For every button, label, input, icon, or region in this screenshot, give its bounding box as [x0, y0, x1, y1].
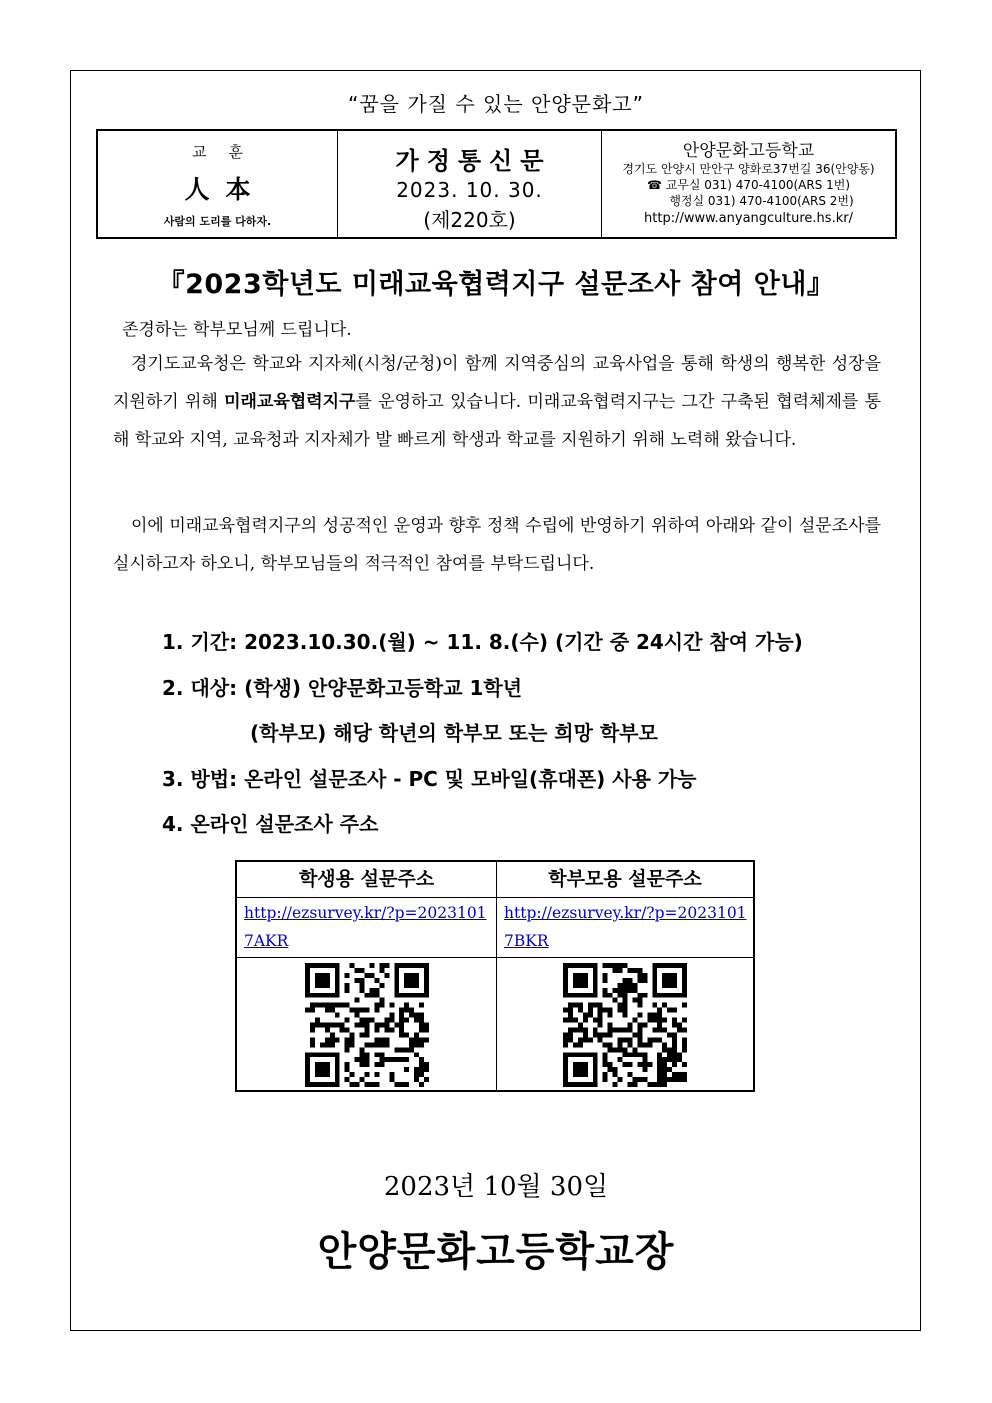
- item-method: 3. 방법: 온라인 설문조사 - PC 및 모바일(휴대폰) 사용 가능: [162, 766, 697, 791]
- motto-sub: 사람의 도리를 다하자.: [163, 215, 272, 228]
- principal-signature: 안양문화고등학교장: [317, 1229, 675, 1275]
- parent-header: 학부모용 설문주소: [548, 868, 702, 890]
- newsletter-title: 가정통신문: [395, 147, 552, 175]
- para1-bold: 미래교육협력지구: [224, 392, 356, 412]
- school-name: 안양문화고등학교: [682, 141, 815, 161]
- item-address: 4. 온라인 설문조사 주소: [162, 812, 379, 836]
- item-target-parent: (학부모) 해당 학년의 학부모 또는 희망 학부모: [250, 721, 658, 745]
- motto-main: 人本: [184, 175, 267, 204]
- newsletter-date: 2023. 10. 30.: [396, 178, 543, 202]
- survey-address-table: [235, 860, 755, 1092]
- paragraph-intro: [113, 345, 881, 459]
- table-header-row: [237, 862, 753, 898]
- school-info-cell: [602, 131, 895, 237]
- phone-office: ☎ 교무실 031) 470-4100(ARS 1번): [646, 178, 851, 192]
- student-qr-cell: [237, 958, 497, 1092]
- school-address: 경기도 안양시 만안구 양화로37번길 36(안양동): [622, 162, 875, 176]
- student-header: 학생용 설문주소: [237, 862, 497, 897]
- letterhead: [96, 129, 897, 239]
- greeting: 존경하는 학부모님께 드립니다.: [122, 320, 352, 340]
- student-qr-code-icon[interactable]: [305, 963, 429, 1087]
- item-target-student: 2. 대상: (학생) 안양문화고등학교 1학년: [162, 675, 523, 700]
- school-motto: “꿈을 가질 수 있는 안양문화고”: [348, 92, 644, 116]
- issue-date: 2023년 10월 30일: [383, 1172, 609, 1202]
- parent-survey-link[interactable]: http://ezsurvey.kr/?p=20231017BKR: [504, 904, 747, 950]
- student-survey-link[interactable]: http://ezsurvey.kr/?p=20231017AKR: [237, 898, 497, 957]
- document-title: 『2023학년도 미래교육협력지구 설문조사 참여 안내』: [157, 269, 835, 300]
- para1-text-a: 경기도교육청은 학교와 지자체(시청/군청)이 함께 지역중심의 교육사업을 통해 학생의 행복한 성장을 지원하기 위해: [113, 354, 881, 412]
- school-website[interactable]: http://www.anyangculture.hs.kr/: [644, 211, 853, 226]
- school-motto-cell: [98, 131, 338, 237]
- parent-qr-cell: [497, 958, 753, 1092]
- paragraph-request: 이에 미래교육협력지구의 성공적인 운영과 향후 정책 수립에 반영하기 위하여 아래와 같이 설문조사를 실시하고자 하오니, 학부모님들의 적극적인 참여를 부탁드립니다.: [113, 516, 881, 574]
- para1-text-b: 를 운영하고 있습니다. 미래교육협력지구는 그간 구축된 협력체제를 통해 학교와 지역, 교육청과 지자체가 발 빠르게 학생과 학교를 지원하기 위해 노력해 왔습니다.: [113, 392, 882, 450]
- phone-admin: 행정실 031) 470-4100(ARS 2번): [669, 194, 854, 208]
- newsletter-issue: (제220호): [423, 208, 516, 232]
- motto-label: 교훈: [192, 143, 265, 161]
- table-url-row: [237, 898, 753, 958]
- item-period: 1. 기간: 2023.10.30.(월) ~ 11. 8.(수) (기간 중 24시간 참여 가능): [162, 630, 803, 654]
- table-qr-row: [237, 958, 753, 1092]
- parent-qr-code-icon[interactable]: [563, 963, 687, 1087]
- newsletter-cell: [338, 131, 602, 237]
- survey-details: [162, 622, 803, 850]
